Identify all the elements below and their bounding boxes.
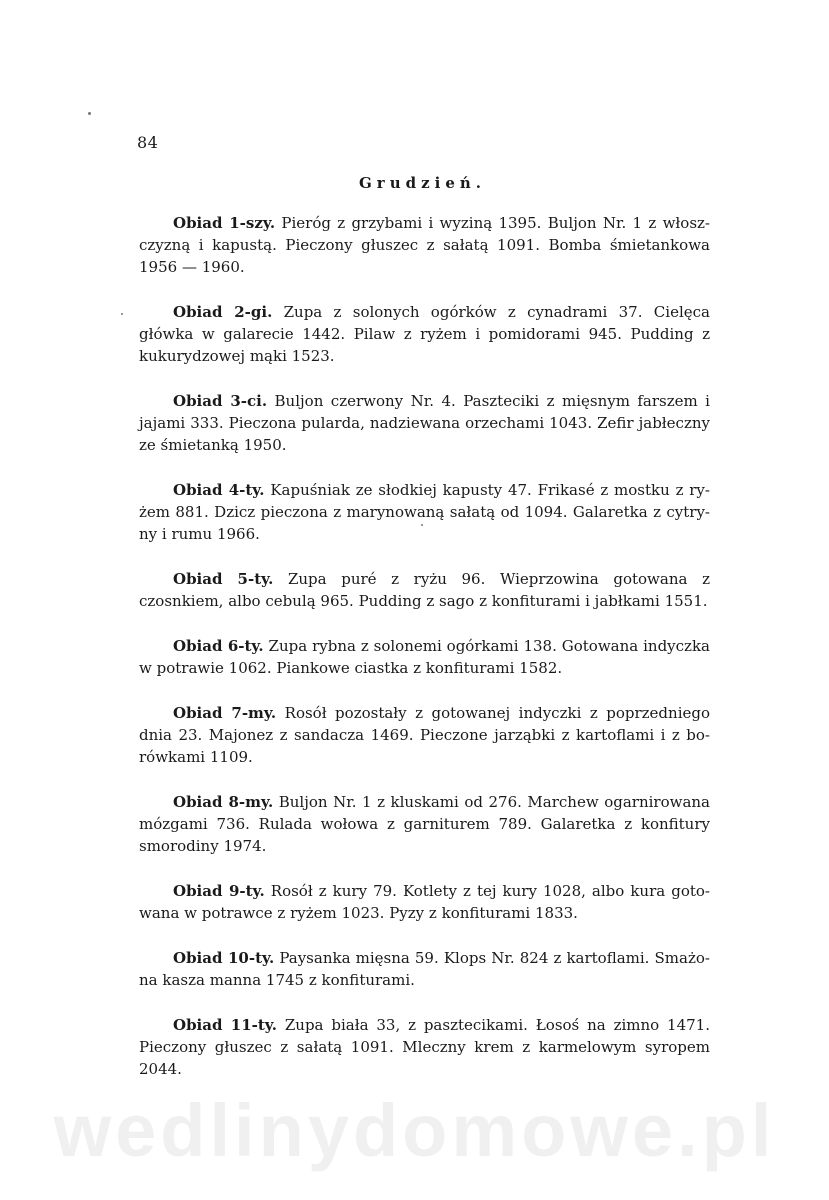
menu-entry-text: Zupa puré z ryżu 96. Wieprzowina gotowana z czosnkiem, albo cebulą 965. Pudding z sago z konfiturami i jabłkami 1551. [139,570,710,610]
menu-entry-text: Rosół pozostały z gotowanej indyczki z poprzedniego dnia 23. Majonez z sandacza 1469. Pieczone jarząbki z kartoflami i z borówkami 1109. [139,704,711,766]
watermark: wedlinydomowe.pl [53,1089,776,1172]
menu-entry [139,635,710,679]
menu-entry-label: Obiad 4-ty. [173,481,265,499]
menu-entry-label: Obiad 11-ty. [173,1016,278,1034]
menu-entry [139,791,710,857]
menu-entry-label: Obiad 5-ty. [173,570,274,588]
menu-entry-text: Rosół z kury 79. Kotlety z tej kury 1028, albo kura gotowana w potrawce z ryżem 1023. Pyzy z konfiturami 1833. [139,882,710,922]
menu-entry [139,880,710,924]
menu-entry-label: Obiad 7-my. [173,704,277,722]
page-title: Grudzień. [359,174,486,192]
menu-entry-text: Zupa rybna z solonemi ogórkami 138. Gotowana indyczka w potrawie 1062. Piankowe ciastka z konfiturami 1582. [139,637,710,677]
menu-entry-label: Obiad 9-ty. [173,882,265,900]
menu-entry-label: Obiad 8-my. [173,793,274,811]
menu-entry-text: Pieróg z grzybami i wyziną 1395. Buljon Nr. 1 z włoszczyzną i kapustą. Pieczony głuszec z sałatą 1091. Bomba śmietankowa 1956 — 1960. [139,214,710,276]
menu-entry-label: Obiad 2-gi. [173,303,273,321]
menu-entry-text: Zupa biała 33, z pasztecikami. Łosoś na zimno 1471. Pieczony głuszec z sałatą 1091. Mleczny krem z karmelowym syropem 2044. [139,1016,710,1078]
scan-speck [421,524,423,526]
menu-entry [139,390,710,456]
menu-entry-text: Kapuśniak ze słodkiej kapusty 47. Frikasé z mostku z ryżem 881. Dzicz pieczona z marynowaną sałatą od 1094. Galaretka z cytryny i rumu 1966. [139,481,710,543]
menu-entry [139,947,710,991]
menu-entry-label: Obiad 3-ci. [173,392,268,410]
menu-entry [139,212,710,278]
menu-entry [139,301,710,367]
scan-speck [121,313,123,315]
menu-entry [139,479,710,545]
menu-entry-label: Obiad 10-ty. [173,949,275,967]
menu-entry-text: Buljon czerwony Nr. 4. Paszteciki z mięsnym farszem i jajami 333. Pieczona pularda, nadziewana orzechami 1043. Zefir jabłeczny ze śmietanką 1950. [139,392,710,454]
page-number: 84 [137,133,159,152]
menu-entry [139,702,710,768]
scan-speck [88,112,91,115]
menu-entry-text: Paysanka mięsna 59. Klops Nr. 824 z kartoflami. Smażona kasza manna 1745 z konfiturami. [139,949,710,989]
menu-list [139,212,710,1103]
menu-entry-text: Zupa z solonych ogórków z cynadrami 37. Cielęca główka w galarecie 1442. Pilaw z ryżem i pomidorami 945. Pudding z kukurydzowej mąki 1523. [139,303,710,365]
menu-entry [139,568,710,612]
menu-entry-label: Obiad 1-szy. [173,214,276,232]
menu-entry [139,1014,710,1080]
menu-entry-label: Obiad 6-ty. [173,637,264,655]
menu-entry-text: Buljon Nr. 1 z kluskami od 276. Marchew ogarnirowana mózgami 736. Rulada wołowa z garniturem 789. Galaretka z konfitury smorodiny 1974. [139,793,710,855]
